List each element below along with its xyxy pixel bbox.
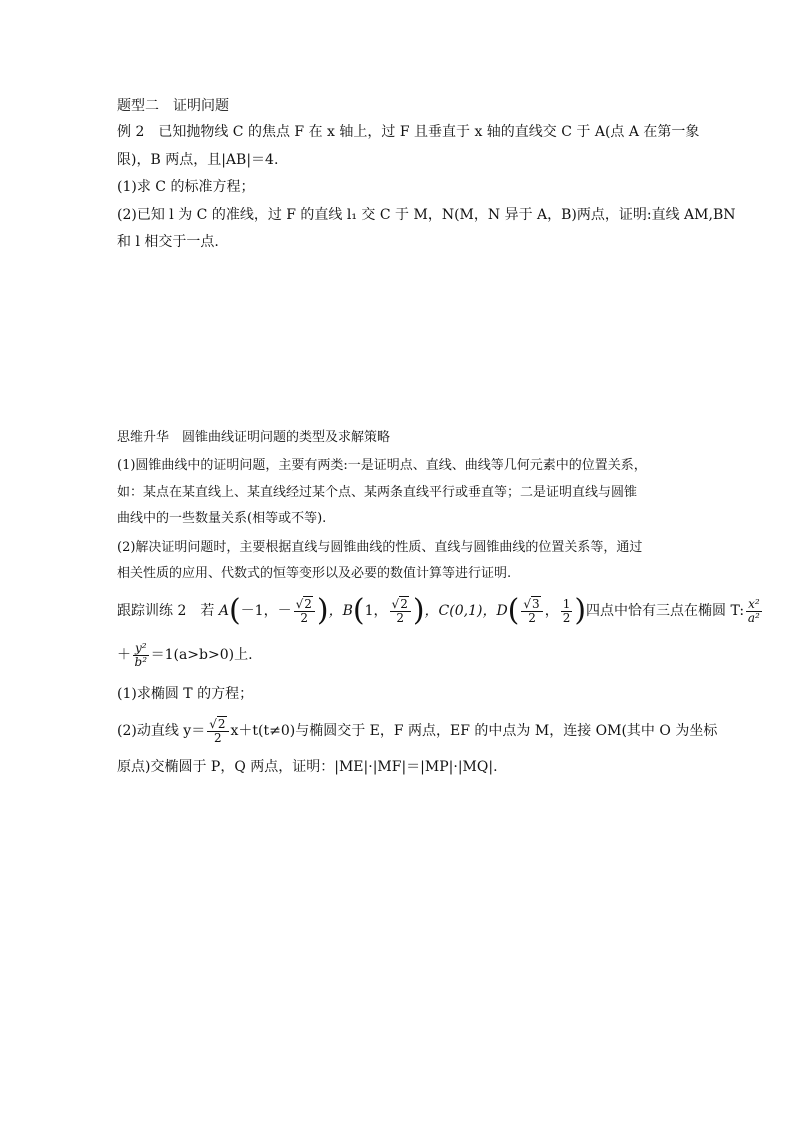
practice-question-1: (1)求椭圆 T 的方程； (117, 686, 254, 702)
practice-label: 跟踪训练 2 若 (117, 603, 219, 619)
example-line-5: 和 l 相交于一点. (117, 234, 219, 250)
fraction-x2-over-a2 (746, 598, 762, 625)
denominator-2: 2 (396, 610, 404, 625)
q2-suffix: x＋t(t≠0)与椭圆交于 E，F 两点，EF 的中点为 M，连接 OM(其中 O 为坐标 (230, 723, 718, 739)
point-b-label: ，B (328, 603, 353, 619)
paren-open-icon: ( (228, 593, 241, 628)
paren-open-icon: ( (352, 593, 365, 628)
thinking-line-1: (1)圆锥曲线中的证明问题，主要有两类:一是证明点、直线、曲线等几何元素中的位置关系， (117, 458, 647, 473)
fraction-sqrt2-over-2: $\frac{√2}{2}$ (294, 598, 315, 625)
numerator-1: 1 (562, 596, 571, 611)
sqrt2-radicand: 2 (304, 596, 312, 611)
ellipse-tail: ＝1(a>b>0)上. (150, 647, 253, 663)
fraction-sqrt2-over-2: $\frac{√2}{2}$ (390, 598, 411, 625)
plus-sign: ＋ (117, 647, 131, 663)
practice-question-2-cont: 原点)交椭圆于 P，Q 两点，证明：|ME|·|MF|＝|MP|·|MQ|. (117, 759, 498, 775)
point-c-d: ，C(0,1)，D (424, 603, 508, 619)
a-squared: a² (747, 610, 760, 625)
b-squared: b² (134, 654, 148, 669)
example-line-1: 例 2 已知抛物线 C 的焦点 F 在 x 轴上，过 F 且垂直于 x 轴的直线交 C 于 A(点 A 在第一象 (117, 124, 700, 140)
practice-line-1: 跟踪训练 2 若 A(－1，－ $\frac{√2}{2}$ )，B(1， $\frac{√2}{2}$ )，C(0,1)，D( $\frac{√3}{2}$ ， $\frac{1}{2}$ )四点中恰有三点在椭圆 T: $\frac{\text{x²}}{\text{a²}}$ (117, 593, 760, 628)
fraction-one-half (561, 598, 573, 625)
point-a-label: A (218, 603, 229, 619)
denominator-2: 2 (300, 610, 309, 625)
paren-close-icon: ) (316, 593, 329, 628)
practice-mid-text: 四点中恰有三点在椭圆 T: (586, 603, 745, 619)
fraction-sqrt3-over-2: $\frac{√3}{2}$ (521, 598, 542, 625)
thinking-line-4: (2)解决证明问题时，主要根据直线与圆锥曲线的性质、直线与圆锥曲线的位置关系等，通过 (117, 540, 643, 555)
fraction-y2-over-b2 (133, 642, 149, 669)
y-squared: y² (135, 640, 147, 655)
thinking-line-5: 相关性质的应用、代数式的恒等变形以及必要的数值计算等进行证明. (117, 566, 512, 581)
q2-prefix: (2)动直线 y＝ (117, 723, 206, 739)
practice-question-2 (117, 716, 717, 746)
example-question-2: (2)已知 l 为 C 的准线，过 F 的直线 l₁ 交 C 于 M，N(M，N 异于 A，B)两点，证明:直线 AM,BN (117, 207, 736, 223)
section-title: 题型二 证明问题 (117, 98, 229, 114)
denominator-2: 2 (214, 730, 222, 745)
sqrt2-radicand: 2 (400, 596, 408, 611)
example-question-1: (1)求 C 的标准方程； (117, 179, 255, 195)
paren-open-icon: ( (507, 593, 520, 628)
point-a-x: －1，－ (240, 603, 292, 619)
thinking-line-3: 曲线中的一些数量关系(相等或不等). (117, 511, 327, 526)
thinking-line-2: 如：某点在某直线上、某直线经过某个点、某两条直线平行或垂直等；二是证明直线与圆锥 (117, 485, 638, 500)
point-b-x: 1， (364, 603, 388, 619)
practice-line-2 (117, 640, 253, 670)
paren-close-icon: ) (412, 593, 425, 628)
example-line-2: 限)，B 两点，且|AB|＝4. (117, 152, 279, 168)
paren-close-icon: ) (574, 593, 587, 628)
sqrt2-radicand: 2 (217, 716, 226, 731)
sqrt3-radicand: 3 (532, 596, 540, 611)
fraction-sqrt2-over-2: $\frac{√2}{2}$ (207, 718, 228, 745)
denominator-2: 2 (562, 610, 571, 625)
thinking-title: 思维升华 圆锥曲线证明问题的类型及求解策略 (117, 430, 391, 445)
denominator-2: 2 (528, 610, 536, 625)
x-squared: x² (748, 596, 760, 611)
